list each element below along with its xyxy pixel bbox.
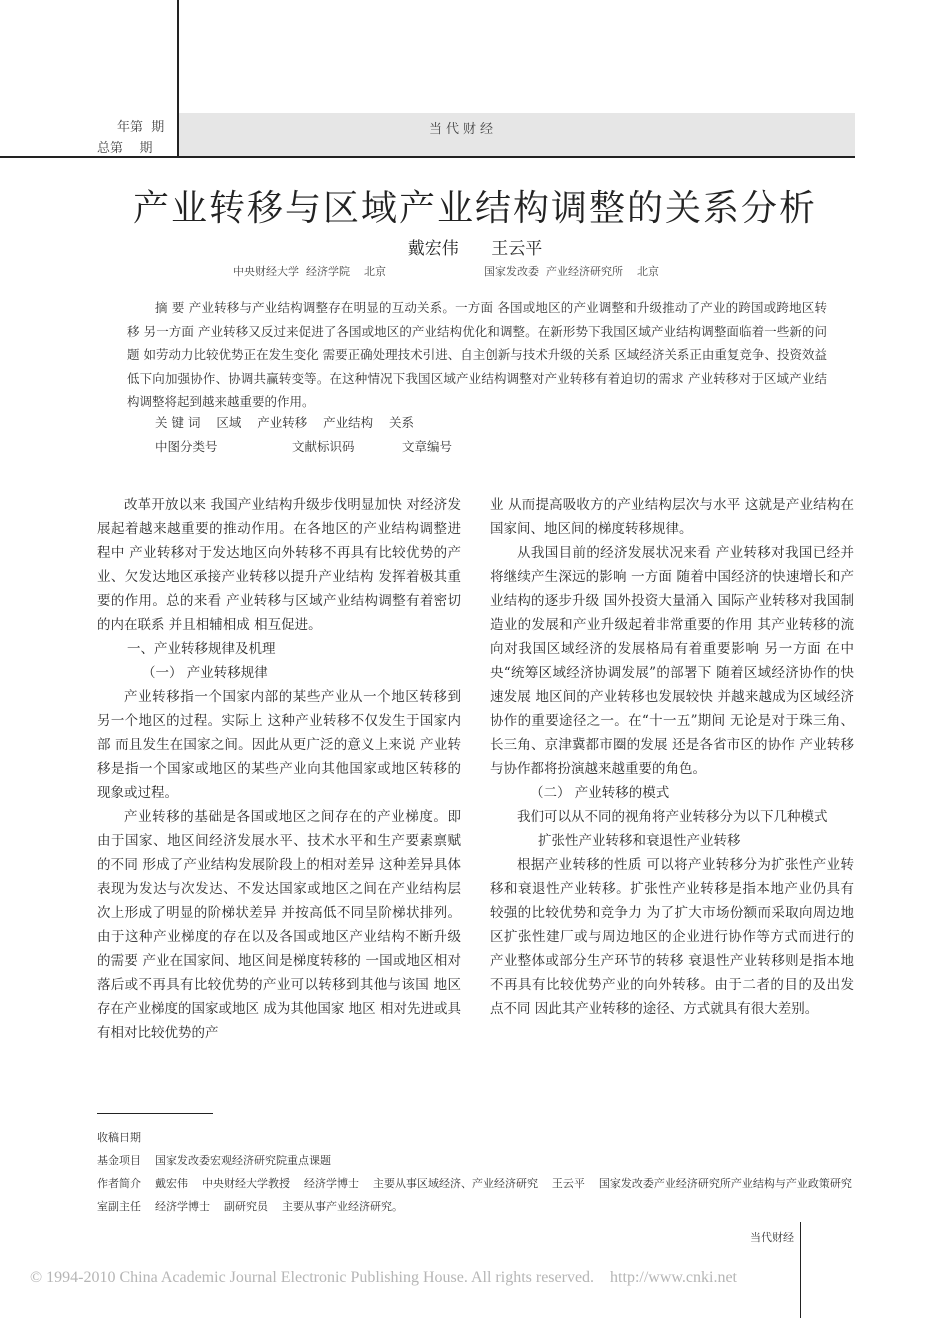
left-column — [97, 493, 461, 1045]
paragraph: 我们可以从不同的视角将产业转移分为以下几种模式 — [517, 809, 828, 825]
copyright-notice: © 1994-2010 China Academic Journal Electronic Publishing House. All rights reserved. http://www.cnki.net — [30, 1269, 737, 1286]
right-column — [490, 493, 854, 1021]
article-number: 文章编号 — [402, 439, 453, 454]
document-code: 文献标识码 — [292, 439, 355, 454]
article-title: 产业转移与区域产业结构调整的关系分析 — [132, 188, 817, 229]
paragraph: 业 从而提高吸收方的产业结构层次与水平 这就是产业结构在国家间、地区间的梯度转移规律。 — [490, 497, 854, 537]
subsection-heading: （一） 产业转移规律 — [142, 665, 268, 681]
footnotes — [97, 1126, 857, 1218]
paragraph: 产业转移的基础是各国或地区之间存在的产业梯度。即由于国家、地区间经济发展水平、技术水平和生产要素禀赋的不同 形成了产业结构发展阶段上的相对差异 这种差异具体表现为发达与次发达、不发达国家或地区之间在产业结构层次上形成了明显的阶梯状差异 并按高低不同呈阶梯状排列。由于这种产业梯度的存在以及各国或地区产业结构不断升级的需要 产业在国家间、地区间是梯度转移的 一国或地区相对落后或不再具有比较优势的产业可以转移到其他与该国 地区 存在产业梯度的国家或地区 成为其他国家 地区 相对先进或具有相对比较优势的产 — [97, 809, 461, 1041]
footer-divider — [800, 1222, 801, 1318]
paragraph: 产业转移指一个国家内部的某些产业从一个地区转移到另一个地区的过程。实际上 这种产业转移不仅发生于国家内部 而且发生在国家之间。因此从更广泛的意义上来说 产业转移是指一个国家或地区的某些产业向其他国家或地区转移的现象或过程。 — [97, 689, 461, 801]
paragraph: 改革开放以来 我国产业结构升级步伐明显加快 对经济发展起着越来越重要的推动作用。在各地区的产业结构调整进程中 产业转移对于发达地区向外转移不再具有比较优势的产业、欠发达地区承接产业转移以提升产业结构 发挥着极其重要的作用。总的来看 产业转移与区域产业结构调整有着密切的内在联系 并且相辅相成 相互促进。 — [97, 497, 461, 633]
received-date: 收稿日期 — [97, 1131, 141, 1144]
issue-label: 年第 期 — [117, 120, 165, 135]
subsubsection-heading: 扩张性产业转移和衰退性产业转移 — [538, 833, 741, 849]
abstract: 摘 要 产业转移与产业结构调整存在明显的互动关系。一方面 各国或地区的产业调整和升级推动了产业的跨国或跨地区转移 另一方面 产业转移又反过来促进了各国或地区的产业结构优化和调整。在新形势下我国区域产业结构调整面临着一些新的问题 如劳动力比较优势正在发生变化 需要正确处理技术引进、自主创新与技术升级的关系 区域经济关系正由重复竞争、投资效益低下向加强协作、协调共赢转变等。在这种情况下我国区域产业结构调整对产业转移有着迫切的需求 产业转移对于区域产业结构调整将起到越来越重要的作用。 — [127, 300, 827, 409]
subsection-heading: （二） 产业转移的模式 — [530, 785, 670, 801]
header-divider — [177, 0, 179, 158]
authors: 戴宏伟 王云平 — [407, 239, 543, 259]
header-rule — [0, 156, 855, 158]
total-issue-label: 总第 期 — [97, 141, 153, 156]
keywords: 关 键 词 区域 产业转移 产业结构 关系 — [155, 415, 415, 430]
section-heading: 一、产业转移规律及机理 — [127, 641, 276, 657]
author-bio: 作者简介 戴宏伟 中央财经大学教授 经济学博士 主要从事区域经济、产业经济研究 王云平 国家发改委产业经济研究所产业结构与产业政策研究室副主任 经济学博士 副研究员 主要从事产业经济研究。 — [97, 1177, 852, 1213]
affiliation-2: 国家发改委 产业经济研究所 北京 — [484, 265, 659, 278]
affiliation-1: 中央财经大学 经济学院 北京 — [233, 265, 386, 278]
header-band — [179, 113, 855, 156]
classification-number: 中图分类号 — [155, 439, 218, 454]
funding-note: 基金项目 国家发改委宏观经济研究院重点课题 — [97, 1154, 331, 1167]
page-journal-name: 当代财经 — [750, 1231, 794, 1244]
journal-name: 当代财经 — [429, 122, 498, 137]
footnote-rule — [97, 1113, 213, 1114]
paragraph: 根据产业转移的性质 可以将产业转移分为扩张性产业转移和衰退性产业转移。扩张性产业转移是指本地产业仍具有较强的比较优势和竞争力 为了扩大市场份额而采取向周边地区扩张性建厂或与周边地区的企业进行协作等方式而进行的产业整体或部分生产环节的转移 衰退性产业转移则是指本地不再具有比较优势产业的向外转移。由于二者的目的及出发点不同 因此其产业转移的途径、方式就具有很大差别。 — [490, 857, 854, 1017]
paragraph: 从我国目前的经济发展状况来看 产业转移对我国已经并将继续产生深远的影响 一方面 随着中国经济的快速增长和产业结构的逐步升级 国外投资大量涌入 国际产业转移对我国制造业的发展和产业升级起着非常重要的作用 其产业转移的流向对我国区域经济的发展格局有着重要影响 另一方面 在中央“统筹区域经济协调发展”的部署下 随着区域经济协作的快速发展 地区间的产业转移也发展较快 并越来越成为区域经济协作的重要途径之一。在“十一五”期间 无论是对于珠三角、长三角、京津冀都市圈的发展 还是各省市区的协作 产业转移与协作都将扮演越来越重要的角色。 — [490, 545, 854, 777]
